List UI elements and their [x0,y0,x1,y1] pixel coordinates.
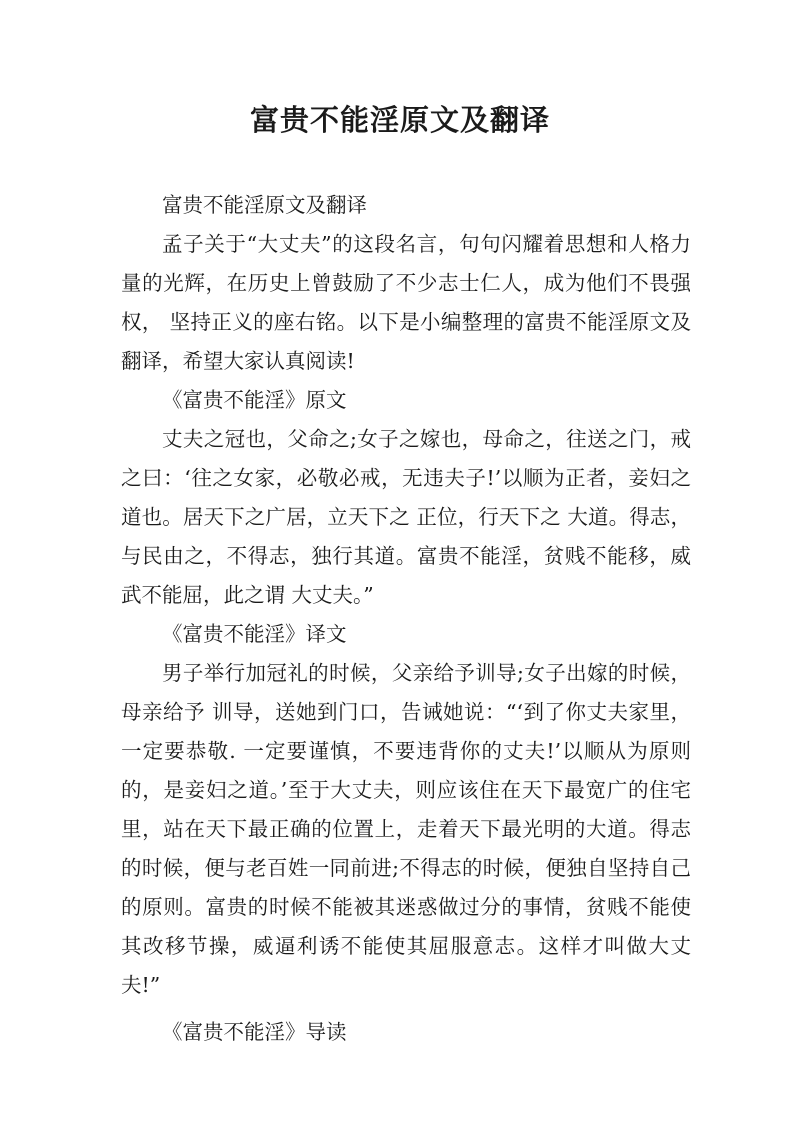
original-text-heading: 《富贵不能淫》原文 [162,388,347,412]
translation-heading: 《富贵不能淫》译文 [162,622,347,646]
intro-paragraph: 孟子关于“大丈夫”的这段名言，句句闪耀着思想和人格力量的光辉，在历史上曾鼓励了不少志士仁人，成为他们不畏强权， 坚持正义的座右铭。以下是小编整理的富贵不能淫原文及翻译，希望大家认真阅读! [121,232,691,373]
document-body [121,186,691,1052]
document-title: 富贵不能淫原文及翻译 [249,103,550,137]
guide-heading: 《富贵不能淫》导读 [162,1020,347,1044]
translation-paragraph: 男子举行加冠礼的时候，父亲给予训导;女子出嫁的时候，母亲给予 训导，送她到门口，告诫她说：“‘到了你丈夫家里，一定要恭敬. 一定要谨慎，不要违背你的丈夫!’以顺从为原则的，是妾妇之道。’至于大丈夫，则应该住在天下最宽广的住宅里，站在天下最正确的位置上，走着天下最光明的大道。得志的时候，便与老百姓一同前进;不得志的时候，便独自坚持自己的原则。富贵的时候不能被其迷惑做过分的事情，贫贱不能使其改移节操，威逼利诱不能使其屈服意志。这样才叫做大丈夫!” [121,661,691,997]
original-text-paragraph: 丈夫之冠也，父命之;女子之嫁也，母命之，往送之门，戒之曰：‘往之女家，必敬必戒，无违夫子!’以顺为正者，妾妇之道也。居天下之广居，立天下之 正位，行天下之 大道。得志，与民由之，不得志，独行其道。富贵不能淫，贫贱不能移，威武不能屈，此之谓 大丈夫。” [121,427,691,607]
subtitle-paragraph: 富贵不能淫原文及翻译 [162,193,367,217]
